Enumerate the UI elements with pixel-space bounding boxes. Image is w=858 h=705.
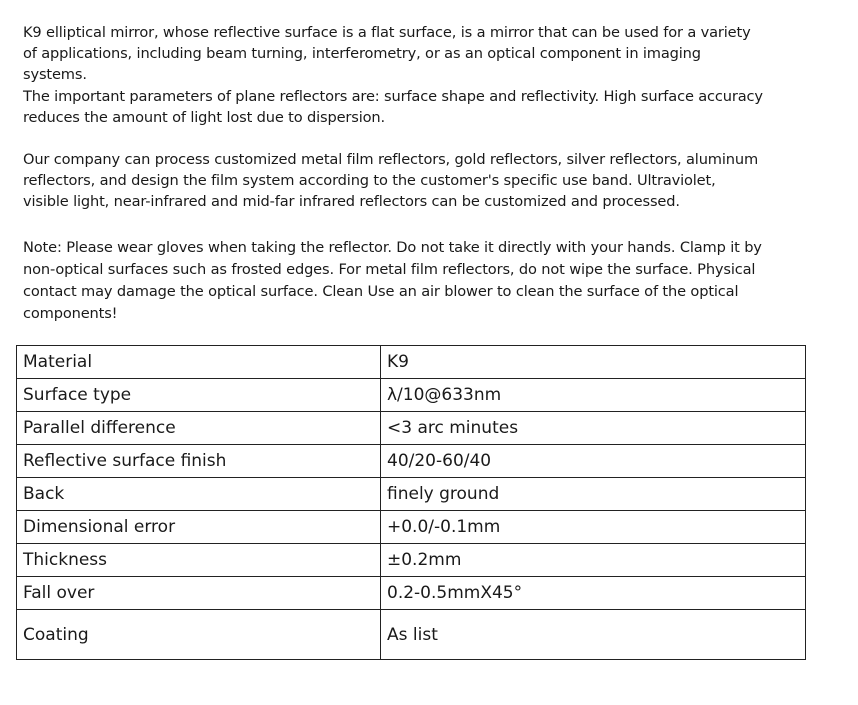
spec-value: +0.0/-0.1mm xyxy=(381,511,806,544)
spec-label: Reflective surface finish xyxy=(17,445,381,478)
spec-label: Dimensional error xyxy=(17,511,381,544)
table-row xyxy=(17,346,806,379)
spec-label: Thickness xyxy=(17,544,381,577)
spec-value: λ/10@633nm xyxy=(381,379,806,412)
spec-label: Coating xyxy=(17,610,381,660)
table-row xyxy=(17,544,806,577)
table-row xyxy=(17,610,806,660)
table-row xyxy=(17,511,806,544)
spec-value: <3 arc minutes xyxy=(381,412,806,445)
table-row xyxy=(17,379,806,412)
note-paragraph: Note: Please wear gloves when taking the reflector. Do not take it directly with your hands. Clamp it by non-optical surfaces such as frosted edges. For metal film reflectors, do not wipe the surface. Physical contact may damage the optical surface. Clean Use an air blower to clean the surface of the optical components! xyxy=(23,239,762,322)
spec-value: K9 xyxy=(381,346,806,379)
table-row xyxy=(17,478,806,511)
spec-value: 40/20-60/40 xyxy=(381,445,806,478)
table-row xyxy=(17,445,806,478)
spec-label: Back xyxy=(17,478,381,511)
table-row xyxy=(17,577,806,610)
customization-paragraph: Our company can process customized metal film reflectors, gold reflectors, silver reflectors, aluminum reflectors, and design the film system according to the customer's specific use band. Ultraviolet, visible light, near-infrared and mid-far infrared reflectors can be customized and processed. xyxy=(23,151,759,210)
parameters-paragraph: The important parameters of plane reflectors are: surface shape and reflectivity. High surface accuracy reduces the amount of light lost due to dispersion. xyxy=(23,88,763,126)
spec-value: finely ground xyxy=(381,478,806,511)
table-row xyxy=(17,412,806,445)
spec-label: Parallel difference xyxy=(17,412,381,445)
spec-value: As list xyxy=(381,610,806,660)
spec-table xyxy=(16,345,806,660)
intro-paragraph: K9 elliptical mirror, whose reflective surface is a flat surface, is a mirror that can be used for a variety of applications, including beam turning, interferometry, or as an optical component in imaging systems. xyxy=(23,24,751,83)
spec-value: ±0.2mm xyxy=(381,544,806,577)
spec-label: Material xyxy=(17,346,381,379)
spec-label: Surface type xyxy=(17,379,381,412)
spec-value: 0.2-0.5mmX45° xyxy=(381,577,806,610)
spec-label: Fall over xyxy=(17,577,381,610)
